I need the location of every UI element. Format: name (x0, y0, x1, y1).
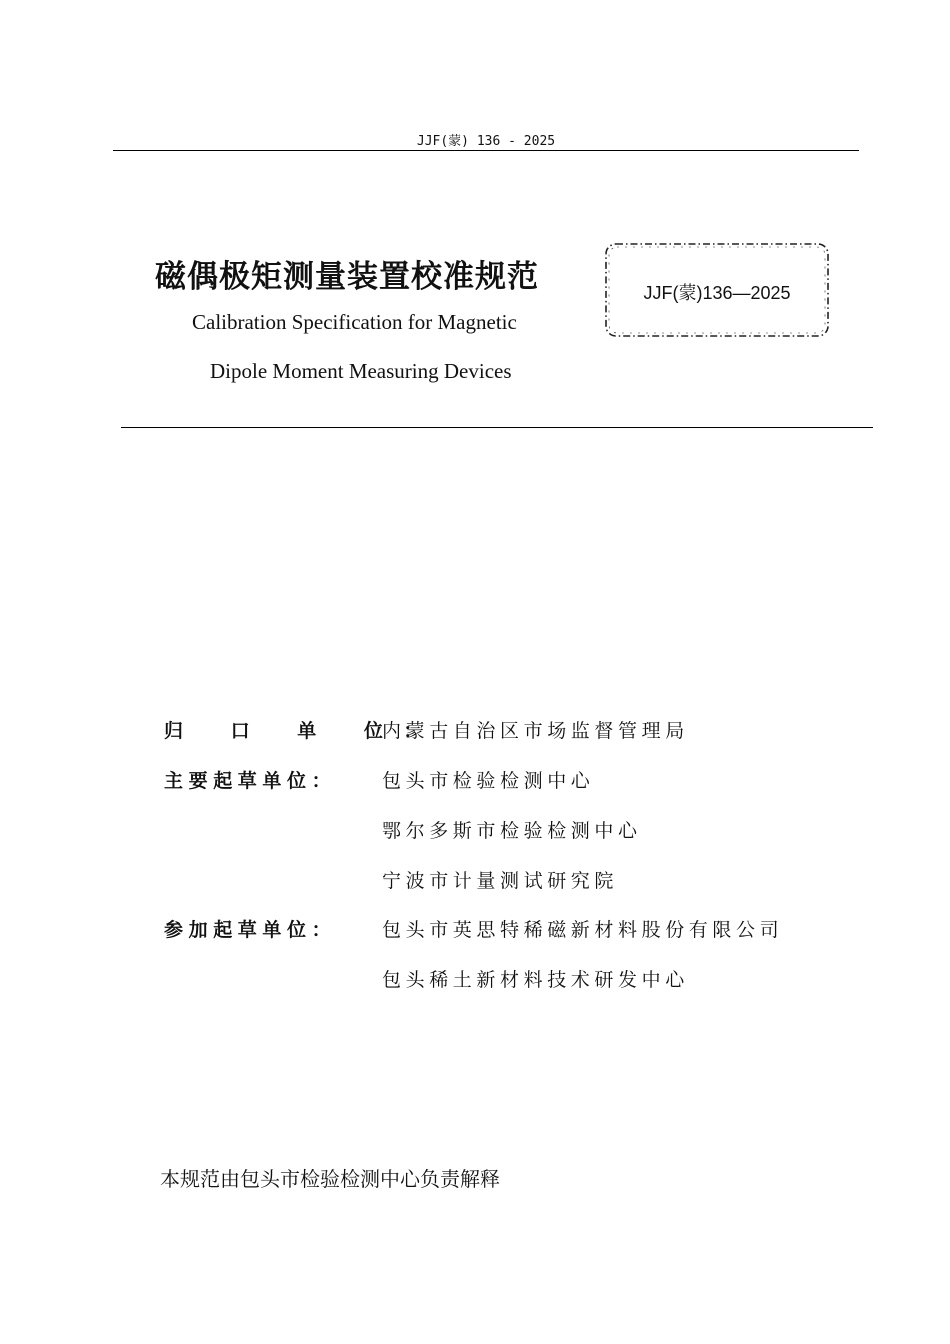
main-drafting-unit-1: 包头市检验检测中心 (382, 770, 595, 792)
participating-drafting-units-label: 参加起草单位： (164, 919, 337, 941)
responsible-unit-org: 内蒙古自治区市场监督管理局 (382, 720, 689, 742)
participating-drafting-unit-1: 包头市英思特稀磁新材料股份有限公司 (382, 919, 784, 941)
title-rule (121, 427, 873, 428)
drafter-row-main-1 (0, 766, 950, 796)
responsible-unit-label: 归 口 单 位： (164, 720, 443, 742)
standard-code: JJF(蒙)136—2025 (643, 283, 791, 303)
main-drafting-unit-2: 鄂尔多斯市检验检测中心 (382, 820, 642, 842)
running-header: JJF(蒙) 136 - 2025 (416, 134, 556, 149)
drafter-row-participating-1 (0, 915, 950, 945)
drafter-row-responsible (0, 716, 950, 746)
title-chinese: 磁偶极矩测量装置校准规范 (155, 259, 539, 295)
interpretation-note: 本规范由包头市检验检测中心负责解释 (160, 1167, 500, 1191)
standard-code-box (603, 241, 831, 339)
drafter-row-participating-2 (0, 965, 950, 995)
title-english-line-2: Dipole Moment Measuring Devices (210, 359, 512, 383)
drafter-row-main-3 (0, 866, 950, 896)
participating-drafting-unit-2: 包头稀土新材料技术研发中心 (382, 969, 689, 991)
main-drafting-unit-3: 宁波市计量测试研究院 (382, 870, 619, 892)
main-drafting-units-label: 主要起草单位： (164, 770, 337, 792)
title-english-line-1: Calibration Specification for Magnetic (192, 310, 517, 334)
drafter-row-main-2 (0, 816, 950, 846)
header-rule (113, 150, 859, 151)
